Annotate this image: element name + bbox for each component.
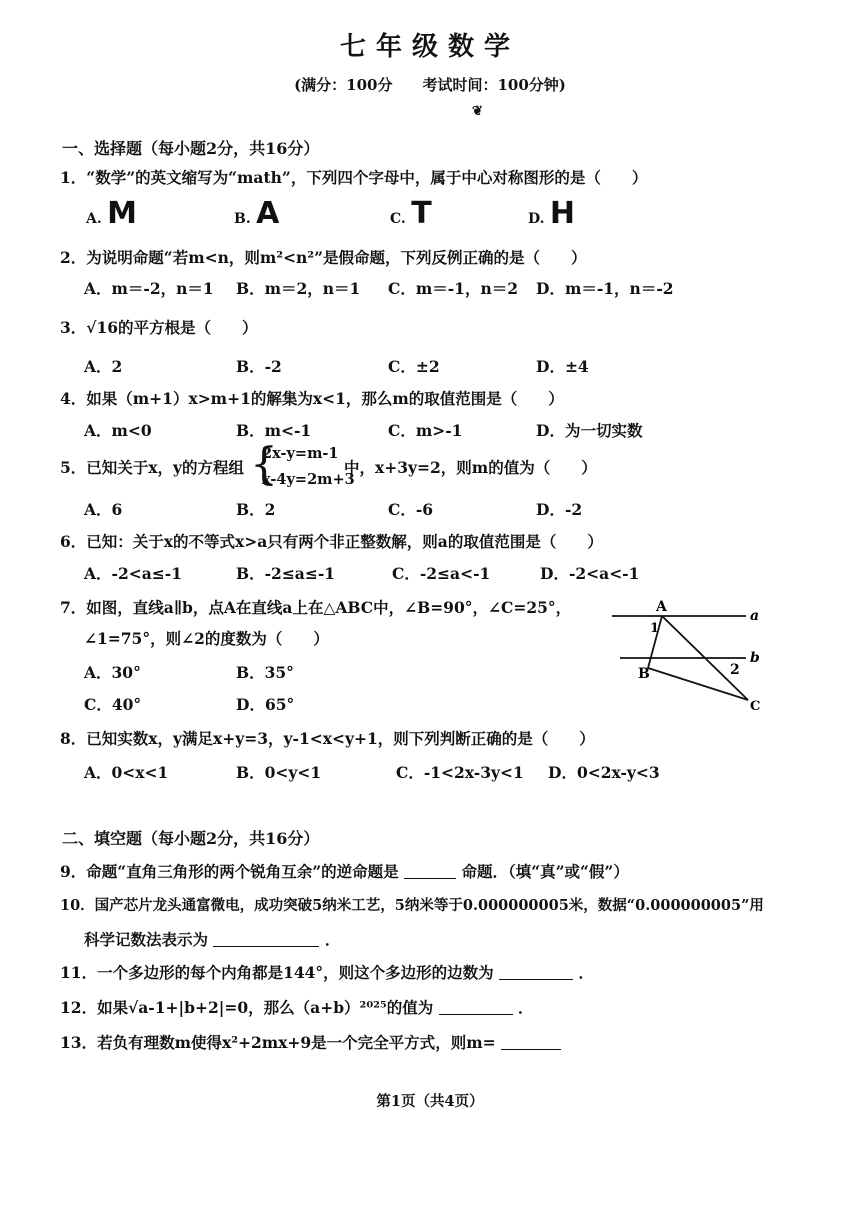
question-4: 4．如果（m+1）x>m+1的解集为x<1，那么m的取值范围是（ ） xyxy=(60,389,564,408)
q2-option-b: B．m＝2，n＝1 xyxy=(236,279,361,298)
q1-option-d: D. H xyxy=(528,196,576,231)
q5-option-d: D．-2 xyxy=(536,500,583,519)
label-C: C xyxy=(750,699,761,712)
question-9: 9．命题“直角三角形的两个锐角互余”的逆命题是 命题．（填“真”或“假”） xyxy=(60,862,629,881)
question-10-line-1: 10．国产芯片龙头通富微电，成功突破5纳米工艺，5纳米等于0.000000005米，数据“0.000000005”用 xyxy=(60,897,764,914)
q2-option-c: C．m＝-1，n＝2 xyxy=(388,279,519,298)
page-title: 七年级数学 xyxy=(339,32,520,62)
q2-option-a: A．m＝-2，n＝1 xyxy=(84,279,214,298)
q3-option-a: A．2 xyxy=(84,357,123,376)
q7-option-d: D．65° xyxy=(236,695,295,714)
q8-option-a: A．0<x<1 xyxy=(84,763,169,782)
label-angle-2: 2 xyxy=(730,662,740,678)
q13-answer-blank[interactable] xyxy=(501,1033,561,1050)
section-1-heading: 一、选择题（每小题2分，共16分） xyxy=(62,139,320,158)
q1-option-a: A. M xyxy=(86,196,138,231)
q5-option-b: B．2 xyxy=(236,500,276,519)
label-line-b: b xyxy=(750,650,760,666)
q5-equation-1: 2x-y=m-1 xyxy=(262,445,339,462)
q6-option-b: B．-2≤a≤-1 xyxy=(236,564,336,583)
q8-option-b: B．0<y<1 xyxy=(236,763,322,782)
q11-answer-blank[interactable] xyxy=(499,963,573,980)
q5-option-c: C．-6 xyxy=(388,500,434,519)
q1-option-b: B. A xyxy=(234,196,280,231)
q6-option-a: A．-2<a≤-1 xyxy=(84,564,182,583)
q8-option-c: C．-1<2x-3y<1 xyxy=(396,763,524,782)
question-2: 2．为说明命题“若m<n，则m²<n²”是假命题，下列反例正确的是（ ） xyxy=(60,248,587,267)
q4-option-a: A．m<0 xyxy=(84,421,152,440)
question-8: 8．已知实数x，y满足x+y=3，y-1<x<y+1，则下列判断正确的是（ ） xyxy=(60,729,595,748)
q7-option-a: A．30° xyxy=(84,663,141,682)
q8-option-d: D．0<2x-y<3 xyxy=(548,763,660,782)
question-7-line-1: 7．如图，直线a∥b，点A在直线a上在△ABC中，∠B=90°，∠C=25°， xyxy=(60,598,572,617)
q5-equation-2: x-4y=2m+3 xyxy=(262,471,355,488)
label-angle-1: 1 xyxy=(650,621,660,636)
label-line-a: a xyxy=(750,608,760,624)
q5-option-a: A．6 xyxy=(84,500,123,519)
question-5-suffix: 中，x+3y=2，则m的值为（ ） xyxy=(344,458,597,477)
system-brace: { xyxy=(250,439,278,490)
q9-answer-blank[interactable] xyxy=(404,862,456,879)
q3-option-d: D．±4 xyxy=(536,357,589,376)
question-10-line-2: 科学记数法表示为 ． xyxy=(84,930,341,949)
q3-option-c: C．±2 xyxy=(388,357,440,376)
geometry-figure xyxy=(600,596,770,712)
q10-answer-blank[interactable] xyxy=(213,930,319,947)
q6-option-d: D．-2<a<-1 xyxy=(540,564,640,583)
question-1: 1．“数学”的英文缩写为“math”，下列四个字母中，属于中心对称图形的是（ ） xyxy=(60,168,648,187)
q2-option-d: D．m＝-1，n＝-2 xyxy=(536,279,674,298)
question-3: 3．√16的平方根是（ ） xyxy=(60,318,258,337)
page-footer: 第1页（共4页） xyxy=(376,1093,484,1110)
q7-option-b: B．35° xyxy=(236,663,294,682)
question-12: 12．如果√a-1+|b+2|=0，那么（a+b）²⁰²⁵的值为 ． xyxy=(60,998,534,1017)
q3-option-b: B．-2 xyxy=(236,357,282,376)
exam-info: (满分：100分 考试时间：100分钟) xyxy=(294,76,566,94)
q4-option-c: C．m>-1 xyxy=(388,421,463,440)
q7-option-c: C．40° xyxy=(84,695,142,714)
section-2-heading: 二、填空题（每小题2分，共16分） xyxy=(62,829,320,848)
label-B: B xyxy=(638,666,650,682)
question-7-line-2: ∠1=75°，则∠2的度数为（ ） xyxy=(84,629,329,648)
q4-option-b: B．m<-1 xyxy=(236,421,312,440)
q12-answer-blank[interactable] xyxy=(439,998,513,1015)
q1-option-c: C. T xyxy=(390,196,432,231)
label-A: A xyxy=(656,599,667,615)
question-6: 6．已知：关于x的不等式x>a只有两个非正整数解，则a的取值范围是（ ） xyxy=(60,532,603,551)
q4-option-d: D．为一切实数 xyxy=(536,421,643,440)
question-13: 13．若负有理数m使得x²+2mx+9是一个完全平方式，则m= xyxy=(60,1031,561,1053)
q6-option-c: C．-2≤a<-1 xyxy=(392,564,491,583)
question-5-prefix: 5．已知关于x，y的方程组 xyxy=(60,458,245,477)
seal-mark: ❦ xyxy=(472,104,483,119)
question-11: 11．一个多边形的每个内角都是144°，则这个多边形的边数为 ． xyxy=(60,963,595,982)
